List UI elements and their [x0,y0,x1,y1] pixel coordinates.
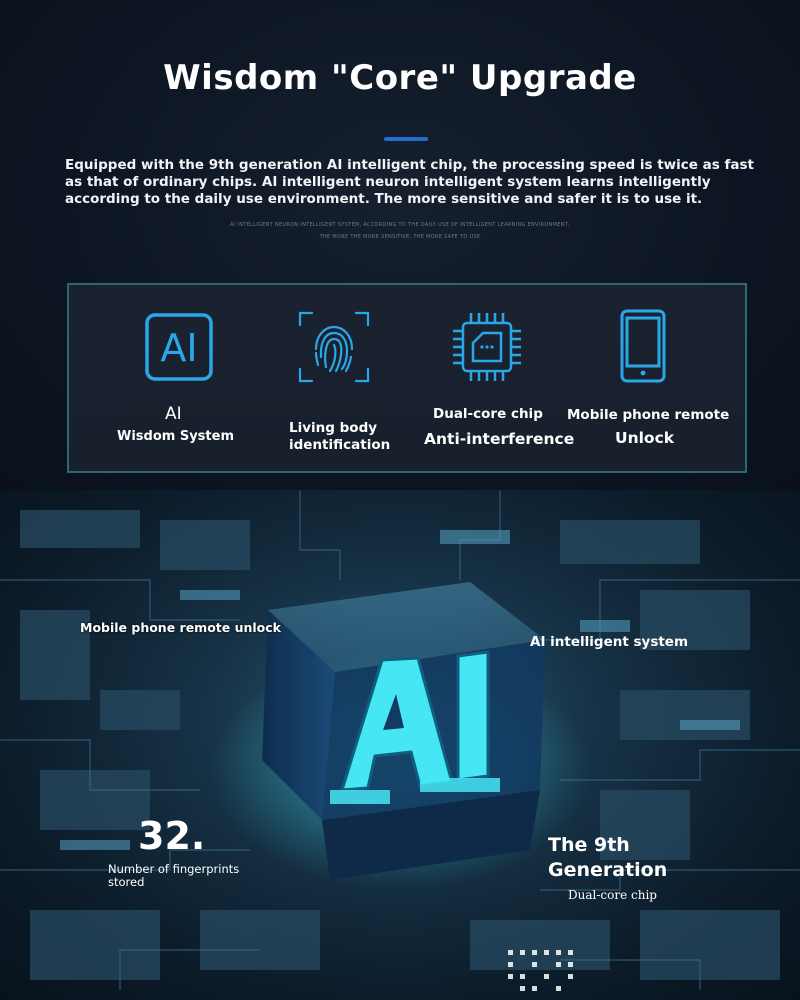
fingerprint-count-value: 32. [138,814,206,858]
small-caption-line-2: THE MORE THE MORE SENSITIVE, THE MORE SAFE TO USE [319,234,481,240]
small-caption-line-1: AI INTELLIGENT NEURON INTELLIGENT SYSTEM, ACCORDING TO THE DAILY USE OF INTELLIGENT LEARNING ENVIRONMENT, [230,222,570,228]
label-remote-unlock: Mobile phone remote unlock [80,620,281,635]
hero-section [0,490,800,1000]
ai-icon [139,307,219,387]
svg-text:AI: AI [160,326,198,370]
circuit-board-illustration [0,490,800,1000]
chip-icon [447,307,527,387]
feature-dual-core [409,285,579,471]
phone-icon [602,307,682,387]
feature-living-body-line2: identification [289,437,391,453]
feature-dual-core-line1: Dual-core chip [433,406,543,422]
feature-remote-unlock-line1: Mobile phone remote [567,407,730,423]
feature-ai [69,285,239,471]
fingerprint-icon [294,307,374,387]
feature-living-body-line1: Living body [289,420,378,436]
features-panel [67,283,747,473]
generation-title-line-2: Generation [548,859,668,881]
feature-ai-line1: AI [165,404,182,424]
intro-section [0,0,800,490]
title-underline [384,137,428,141]
feature-remote-unlock [567,285,747,471]
description-text: Equipped with the 9th generation AI intelligent chip, the processing speed is twice as fast as that of ordinary chips. AI intelligent neuron intelligent system learns intelligently according to the daily use environment. The more sensitive and safer it is to use it. [65,157,754,207]
page-title: Wisdom "Core" Upgrade [163,58,637,98]
generation-title-line-1: The 9th [548,834,630,856]
feature-remote-unlock-line2: Unlock [615,429,675,447]
feature-living-body [239,285,409,471]
small-caption [150,219,650,243]
fingerprint-count-caption: Number of fingerprints stored [108,862,240,889]
generation-caption: Dual-core chip [568,888,657,902]
feature-ai-line2: Wisdom System [117,429,234,444]
feature-dual-core-line2: Anti-interference [424,430,575,448]
label-ai-system: AI intelligent system [530,634,689,650]
